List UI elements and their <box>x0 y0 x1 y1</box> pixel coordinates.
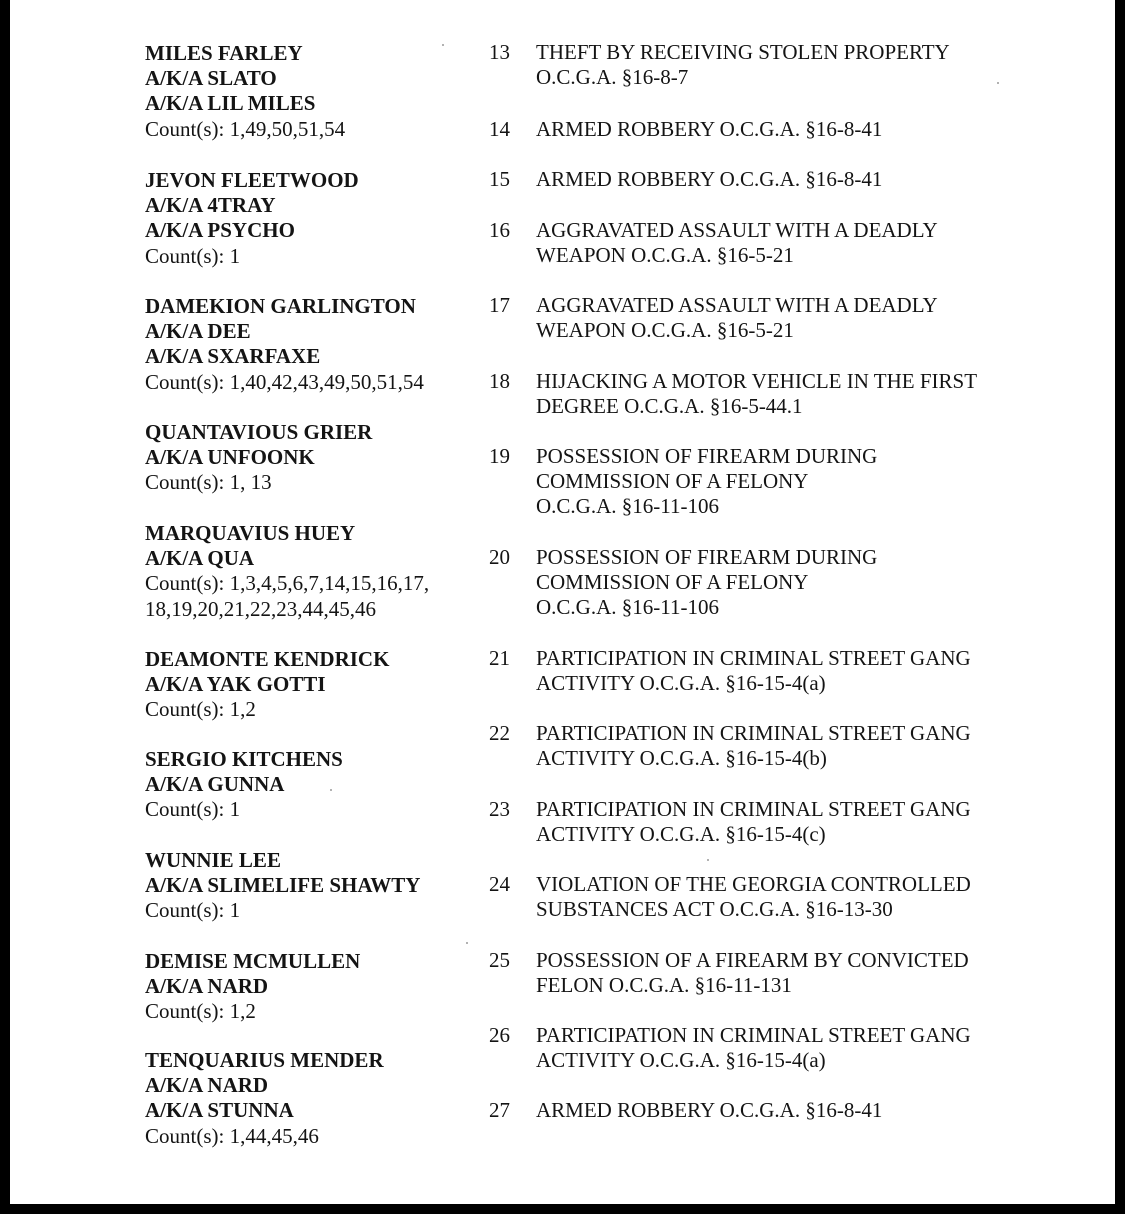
count-number: 16 <box>489 218 510 242</box>
count-line: PARTICIPATION IN CRIMINAL STREET GANG <box>536 721 971 745</box>
defendant-block <box>145 647 389 723</box>
count-number: 17 <box>489 293 510 317</box>
count-description <box>536 218 1016 268</box>
count-number: 21 <box>489 646 510 670</box>
count-description <box>536 117 1016 142</box>
count-description <box>536 721 1016 771</box>
count-number: 25 <box>489 948 510 972</box>
scan-speck <box>466 942 468 944</box>
count-number: 13 <box>489 40 510 64</box>
count-line: WEAPON O.C.G.A. §16-5-21 <box>536 318 794 343</box>
defendant-name: SERGIO KITCHENS <box>145 747 343 771</box>
defendant-block <box>145 521 429 622</box>
count-description <box>536 797 1016 847</box>
count-line: WEAPON O.C.G.A. §16-5-21 <box>536 243 794 268</box>
count-line: DEGREE O.C.G.A. §16-5-44.1 <box>536 394 803 419</box>
defendant-aka: A/K/A YAK GOTTI <box>145 672 326 697</box>
defendant-block <box>145 1048 384 1149</box>
defendant-counts: Count(s): 1,40,42,43,49,50,51,54 <box>145 369 424 394</box>
count-line: POSSESSION OF A FIREARM BY CONVICTED <box>536 948 969 972</box>
count-line: PARTICIPATION IN CRIMINAL STREET GANG <box>536 1023 971 1047</box>
count-line: ARMED ROBBERY O.C.G.A. §16-8-41 <box>536 1098 883 1122</box>
count-line: POSSESSION OF FIREARM DURING <box>536 545 878 569</box>
count-line: ACTIVITY O.C.G.A. §16-15-4(c) <box>536 822 826 847</box>
defendant-aka: A/K/A LIL MILES <box>145 91 316 116</box>
defendant-block <box>145 747 343 823</box>
count-line: ACTIVITY O.C.G.A. §16-15-4(a) <box>536 671 826 696</box>
count-description <box>536 293 1016 343</box>
defendant-aka: A/K/A SLIMELIFE SHAWTY <box>145 873 421 898</box>
defendant-aka: A/K/A NARD <box>145 974 269 999</box>
count-number: 23 <box>489 797 510 821</box>
defendant-aka: A/K/A GUNNA <box>145 772 285 797</box>
count-line: O.C.G.A. §16-11-106 <box>536 595 719 620</box>
defendant-name: WUNNIE LEE <box>145 848 281 872</box>
defendant-counts: Count(s): 1,3,4,5,6,7,14,15,16,17, <box>145 571 430 596</box>
defendant-aka: A/K/A QUA <box>145 546 255 571</box>
defendant-block <box>145 949 360 1025</box>
count-line: COMMISSION OF A FELONY <box>536 570 809 595</box>
count-line: SUBSTANCES ACT O.C.G.A. §16-13-30 <box>536 897 893 922</box>
count-line: FELON O.C.G.A. §16-11-131 <box>536 973 792 998</box>
defendant-counts: Count(s): 1, 13 <box>145 470 272 495</box>
defendant-name: QUANTAVIOUS GRIER <box>145 420 373 444</box>
scan-speck <box>707 859 709 861</box>
count-description <box>536 872 1016 922</box>
defendant-counts: Count(s): 1,2 <box>145 999 256 1024</box>
count-number: 24 <box>489 872 510 896</box>
count-description <box>536 369 1016 419</box>
count-line: ACTIVITY O.C.G.A. §16-15-4(b) <box>536 746 827 771</box>
scan-speck <box>442 44 444 46</box>
count-line: THEFT BY RECEIVING STOLEN PROPERTY <box>536 40 950 64</box>
defendant-block <box>145 41 345 142</box>
count-number: 22 <box>489 721 510 745</box>
defendant-counts: Count(s): 1,2 <box>145 697 256 722</box>
count-description <box>536 444 1016 520</box>
count-line: POSSESSION OF FIREARM DURING <box>536 444 878 468</box>
defendant-name: MILES FARLEY <box>145 41 303 65</box>
scan-speck <box>330 789 332 791</box>
count-line: COMMISSION OF A FELONY <box>536 469 809 494</box>
defendant-block <box>145 420 372 496</box>
defendant-name: DAMEKION GARLINGTON <box>145 294 416 318</box>
defendant-name: TENQUARIUS MENDER <box>145 1048 384 1072</box>
count-description <box>536 40 1016 90</box>
defendant-counts: 18,19,20,21,22,23,44,45,46 <box>145 596 376 621</box>
count-line: PARTICIPATION IN CRIMINAL STREET GANG <box>536 646 971 670</box>
count-line: HIJACKING A MOTOR VEHICLE IN THE FIRST <box>536 369 978 393</box>
defendant-block <box>145 294 424 395</box>
count-line: O.C.G.A. §16-11-106 <box>536 494 719 519</box>
defendant-block <box>145 848 420 924</box>
count-description <box>536 948 1016 998</box>
count-line: PARTICIPATION IN CRIMINAL STREET GANG <box>536 797 971 821</box>
defendant-aka: A/K/A SLATO <box>145 66 277 91</box>
scan-speck <box>997 82 999 84</box>
count-line: ARMED ROBBERY O.C.G.A. §16-8-41 <box>536 117 883 141</box>
count-line: ACTIVITY O.C.G.A. §16-15-4(a) <box>536 1048 826 1073</box>
defendant-aka: A/K/A SXARFAXE <box>145 344 321 369</box>
count-line: O.C.G.A. §16-8-7 <box>536 65 689 90</box>
count-line: AGGRAVATED ASSAULT WITH A DEADLY <box>536 293 938 317</box>
defendant-aka: A/K/A UNFOONK <box>145 445 315 470</box>
count-line: AGGRAVATED ASSAULT WITH A DEADLY <box>536 218 938 242</box>
count-description <box>536 1023 1016 1073</box>
defendant-name: MARQUAVIUS HUEY <box>145 521 356 545</box>
count-number: 15 <box>489 167 510 191</box>
count-number: 27 <box>489 1098 510 1122</box>
defendant-aka: A/K/A STUNNA <box>145 1098 294 1123</box>
count-description <box>536 646 1016 696</box>
defendant-name: DEMISE MCMULLEN <box>145 949 361 973</box>
defendant-counts: Count(s): 1,49,50,51,54 <box>145 116 346 141</box>
defendant-counts: Count(s): 1 <box>145 797 241 822</box>
defendant-counts: Count(s): 1,44,45,46 <box>145 1123 319 1148</box>
count-line: VIOLATION OF THE GEORGIA CONTROLLED <box>536 872 971 896</box>
count-description <box>536 545 1016 621</box>
count-number: 14 <box>489 117 510 141</box>
defendant-aka: A/K/A DEE <box>145 319 251 344</box>
defendant-name: JEVON FLEETWOOD <box>145 168 359 192</box>
count-number: 26 <box>489 1023 510 1047</box>
count-number: 19 <box>489 444 510 468</box>
document-page <box>10 0 1115 1204</box>
count-number: 20 <box>489 545 510 569</box>
count-description <box>536 1098 1016 1123</box>
defendant-counts: Count(s): 1 <box>145 243 241 268</box>
defendant-counts: Count(s): 1 <box>145 898 241 923</box>
count-description <box>536 167 1016 192</box>
defendant-aka: A/K/A 4TRAY <box>145 193 276 218</box>
defendant-aka: A/K/A PSYCHO <box>145 218 295 243</box>
count-line: ARMED ROBBERY O.C.G.A. §16-8-41 <box>536 167 883 191</box>
defendant-aka: A/K/A NARD <box>145 1073 269 1098</box>
defendant-block <box>145 168 359 269</box>
defendant-name: DEAMONTE KENDRICK <box>145 647 390 671</box>
count-number: 18 <box>489 369 510 393</box>
